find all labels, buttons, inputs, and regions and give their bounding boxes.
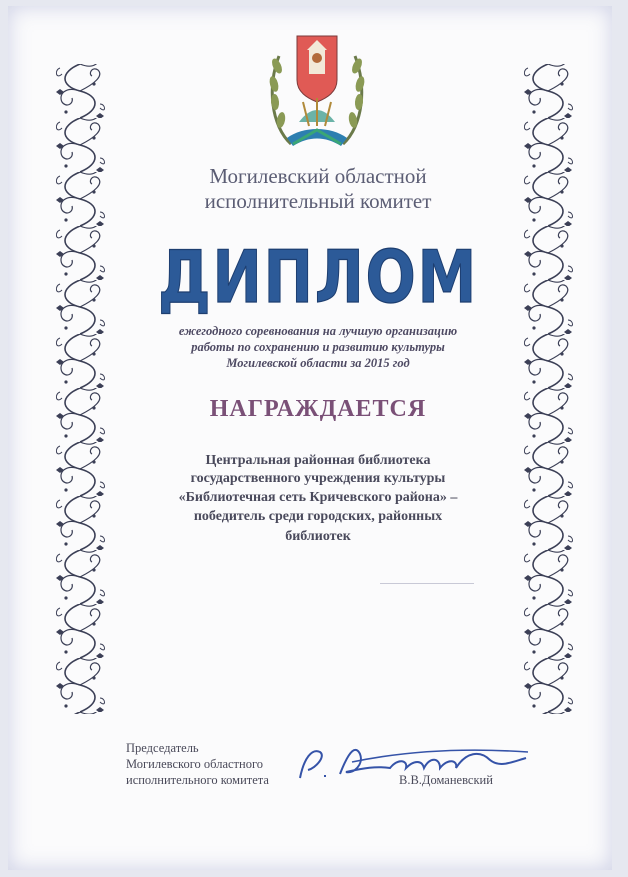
issuer-line-2: исполнительный комитет [204,189,432,213]
recipient-line-3: «Библиотечная сеть Кричевского района» – [178,490,458,505]
purpose-line-1: ежегодного соревнования на лучшую организацию [178,324,458,338]
signer-position-line-1: Председатель [126,741,199,755]
recipient-line-4: победитель среди городских, районных [193,509,443,524]
left-ornamental-border [52,64,108,714]
signer-name: В.В.Доманевский [399,773,493,787]
recipient-line-1: Центральная районная библиотека [205,453,431,468]
coat-of-arms-icon [261,26,373,154]
issuer-line-1: Могилевский областной [209,164,427,188]
recipient-line-5: библиотек [285,529,351,544]
diploma-title [148,232,488,326]
signer-position-line-3: исполнительного комитета [126,773,269,787]
purpose-line-3: Могилевской области за 2015 год [226,356,410,370]
divider-line [380,583,474,584]
recipient-line-2: государственного учреждения культуры [190,471,446,486]
diploma-title-text: ДИПЛОМ [158,235,478,319]
diploma-sheet [8,6,612,870]
awarded-heading: НАГРАЖДАЕТСЯ [209,396,427,422]
purpose-line-2: работы по сохранению и развитию культуры [191,340,445,354]
signer-position-line-2: Могилевского областного [126,757,264,771]
right-ornamental-border [520,64,576,714]
